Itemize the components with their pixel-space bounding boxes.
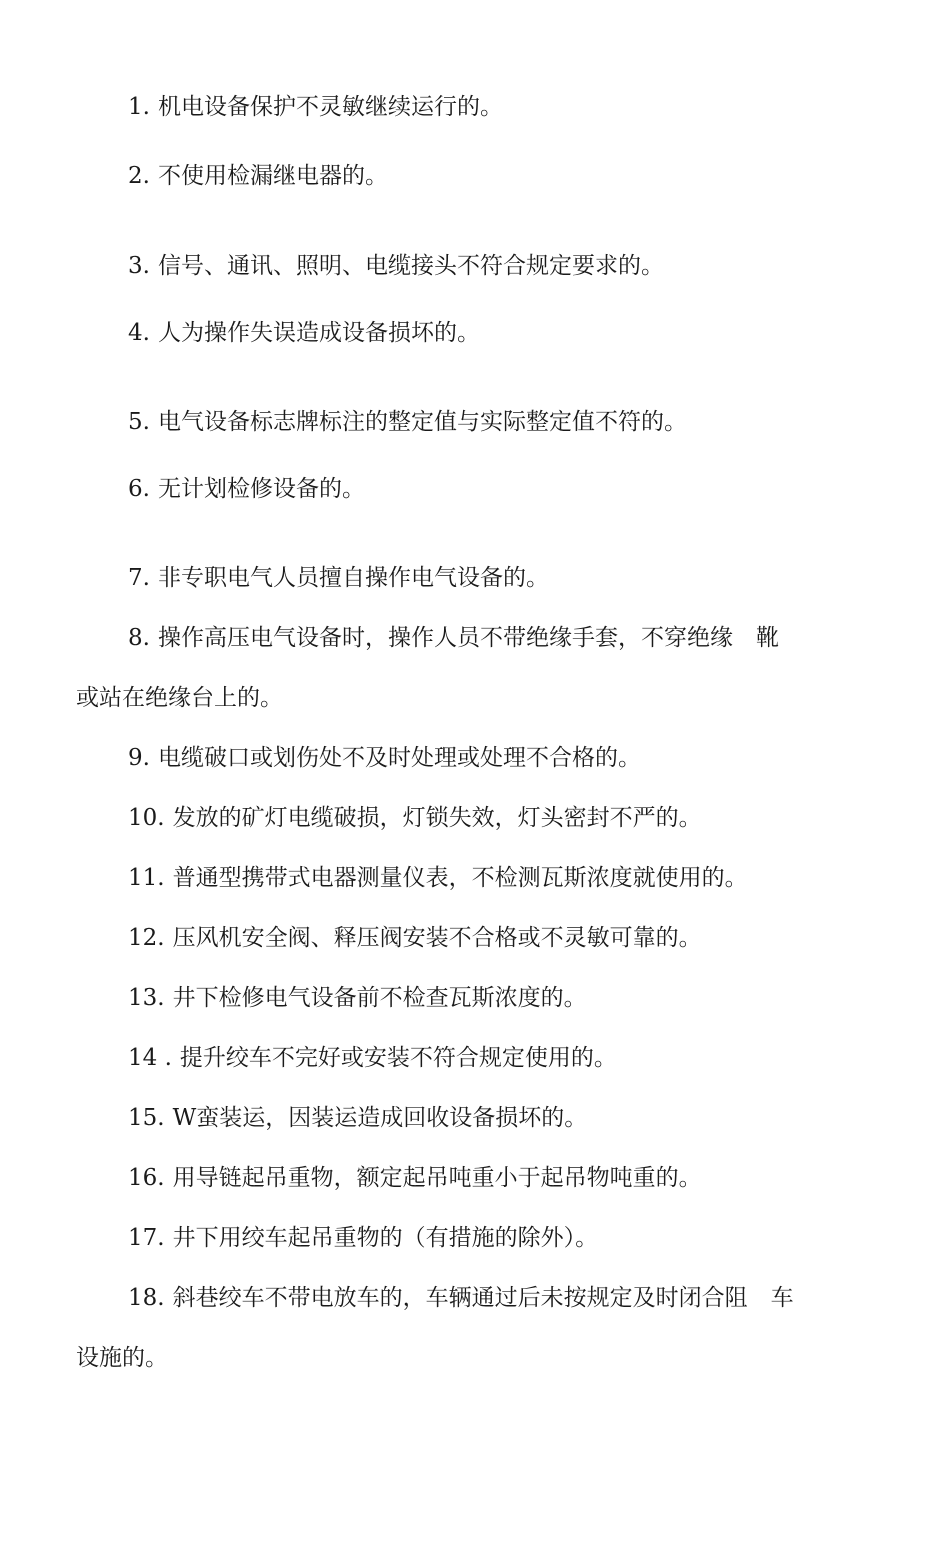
item-text: 发放的矿灯电缆破损，灯锁失效，灯头密封不严的。 [172,805,702,831]
item-text: 提升绞车不完好或安装不符合规定使用的。 [179,1045,617,1071]
item-number: 11. [128,865,165,891]
item-number: 5. [128,409,150,435]
item-text: 无计划检修设备的。 [157,476,365,502]
item-text-continuation: 或站在绝缘台上的。 [76,685,283,711]
item-text: 人为操作失误造成设备损坏的。 [157,320,480,346]
item-text-continuation: 设施的。 [76,1345,168,1371]
item-text: 操作高压电气设备时，操作人员不带绝缘手套，不穿绝缘 靴 [157,625,779,651]
item-number: 18. [128,1285,165,1311]
item-number: 1. [128,94,150,120]
item-number: 7. [128,565,150,591]
item-text: 用导链起吊重物，额定起吊吨重小于起吊物吨重的。 [172,1165,702,1191]
item-text: 机电设备保护不灵敏继续运行的。 [157,94,503,120]
item-text: W蛮装运，因装运造成回收设备损坏的。 [172,1105,588,1131]
item-number: 13. [128,985,165,1011]
item-text: 不使用检漏继电器的。 [157,163,388,189]
item-number: 15. [128,1105,165,1131]
item-number: 9. [128,745,150,771]
item-number: 16. [128,1165,165,1191]
item-number: 6. [128,476,150,502]
item-text: 井下用绞车起吊重物的（有措施的除外）。 [172,1225,599,1251]
item-number: 14 . [128,1045,172,1071]
item-text: 信号、通讯、照明、电缆接头不符合规定要求的。 [157,253,664,279]
item-text: 非专职电气人员擅自操作电气设备的。 [157,565,549,591]
item-text: 普通型携带式电器测量仪表，不检测瓦斯浓度就使用的。 [172,865,748,891]
item-text: 井下检修电气设备前不检查瓦斯浓度的。 [172,985,587,1011]
item-number: 4. [128,320,150,346]
item-text: 压风机安全阀、释压阀安装不合格或不灵敏可靠的。 [172,925,702,951]
item-number: 2. [128,163,150,189]
item-text: 斜巷绞车不带电放车的，车辆通过后未按规定及时闭合阻 车 [172,1285,794,1311]
item-text: 电缆破口或划伤处不及时处理或处理不合格的。 [157,745,641,771]
item-number: 3. [128,253,150,279]
item-number: 17. [128,1225,165,1251]
item-number: 12. [128,925,165,951]
item-text: 电气设备标志牌标注的整定值与实际整定值不符的。 [157,409,687,435]
item-number: 10. [128,805,165,831]
item-number: 8. [128,625,150,651]
